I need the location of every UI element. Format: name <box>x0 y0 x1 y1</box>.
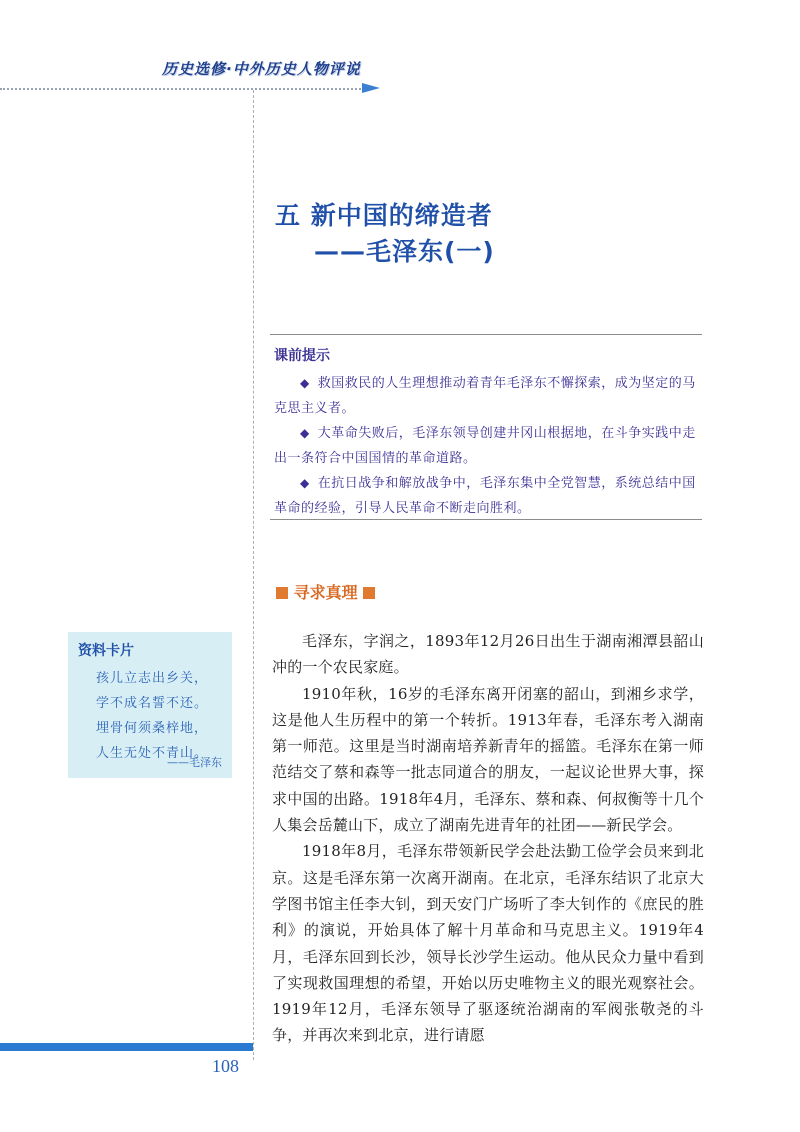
header-divider <box>0 88 368 90</box>
chapter-subtitle: ——毛泽东(一) <box>314 237 495 266</box>
poem-line: 人生无处不青山。 <box>96 746 209 761</box>
poem <box>96 666 208 766</box>
body-text <box>272 628 704 1049</box>
poem-line: 埋骨何须桑梓地， <box>96 721 209 736</box>
diamond-bullet-icon: ◆ <box>300 426 310 440</box>
body-paragraph: 1918年8月，毛泽东带领新民学会赴法勤工俭学会员来到北京。这是毛泽东第一次离开湖南。在北京，毛泽东结识了北京大学图书馆主任李大钊，到天安门广场听了李大钊作的《庶民的胜利》的演说，开始具体了解十月革命和马克思主义。1919年4月，毛泽东回到长沙，领导长沙学生运动。他从民众力量中看到了实现救国理想的希望，开始以历史唯物主义的眼光观察社会。1919年12月，毛泽东领导了驱逐统治湖南的军阀张敬尧的斗争，并再次来到北京，进行请愿 <box>272 842 704 1045</box>
preview-item-text: 大革命失败后，毛泽东领导创建井冈山根据地，在斗争实践中走出一条符合中国国情的革命道路。 <box>274 426 696 466</box>
footer-bar <box>0 1043 253 1051</box>
chapter-title: 五 新中国的缔造者 <box>275 201 493 230</box>
preview-box-title: 课前提示 <box>274 348 330 364</box>
diamond-bullet-icon: ◆ <box>300 376 310 390</box>
poem-line: 学不成名誓不还。 <box>96 696 209 711</box>
body-paragraph: 1910年秋，16岁的毛泽东离开闭塞的韶山，到湘乡求学，这是他人生历程中的第一个转折。1913年春，毛泽东考入湖南第一师范。这里是当时湖南培养新青年的摇篮。毛泽东在第一师范结交了蔡和森等一批志同道合的朋友，一起议论世界大事，探求中国的出路。1918年4月，毛泽东、蔡和森、何叔衡等十几个人集会岳麓山下，成立了湖南先进青年的社团——新民学会。 <box>272 684 704 835</box>
preview-item-text: 救国救民的人生理想推动着青年毛泽东不懈探索，成为坚定的马克思主义者。 <box>274 376 696 416</box>
preview-item <box>274 421 700 471</box>
sidebar-card <box>68 632 232 778</box>
body-paragraph: 毛泽东，字润之，1893年12月26日出生于湖南湘潭县韶山冲的一个农民家庭。 <box>272 632 704 677</box>
series-title: 历史选修·中外历史人物评说 <box>162 60 361 78</box>
preview-box <box>270 334 702 520</box>
preview-item <box>274 371 700 421</box>
preview-item <box>274 471 700 521</box>
column-divider <box>253 90 254 1060</box>
section-heading <box>276 580 375 603</box>
sidebar-card-title: 资料卡片 <box>78 643 134 659</box>
square-marker-icon <box>363 587 375 599</box>
page-number: 108 <box>212 1056 239 1076</box>
preview-list <box>274 371 700 521</box>
poem-author: ——毛泽东 <box>167 756 222 769</box>
arrow-icon <box>362 83 380 93</box>
preview-item-text: 在抗日战争和解放战争中，毛泽东集中全党智慧，系统总结中国革命的经验，引导人民革命不断走向胜利。 <box>274 476 696 516</box>
section-heading-text: 寻求真理 <box>293 583 358 602</box>
diamond-bullet-icon: ◆ <box>300 476 310 490</box>
poem-line: 孩儿立志出乡关， <box>96 671 209 686</box>
square-marker-icon <box>276 587 288 599</box>
